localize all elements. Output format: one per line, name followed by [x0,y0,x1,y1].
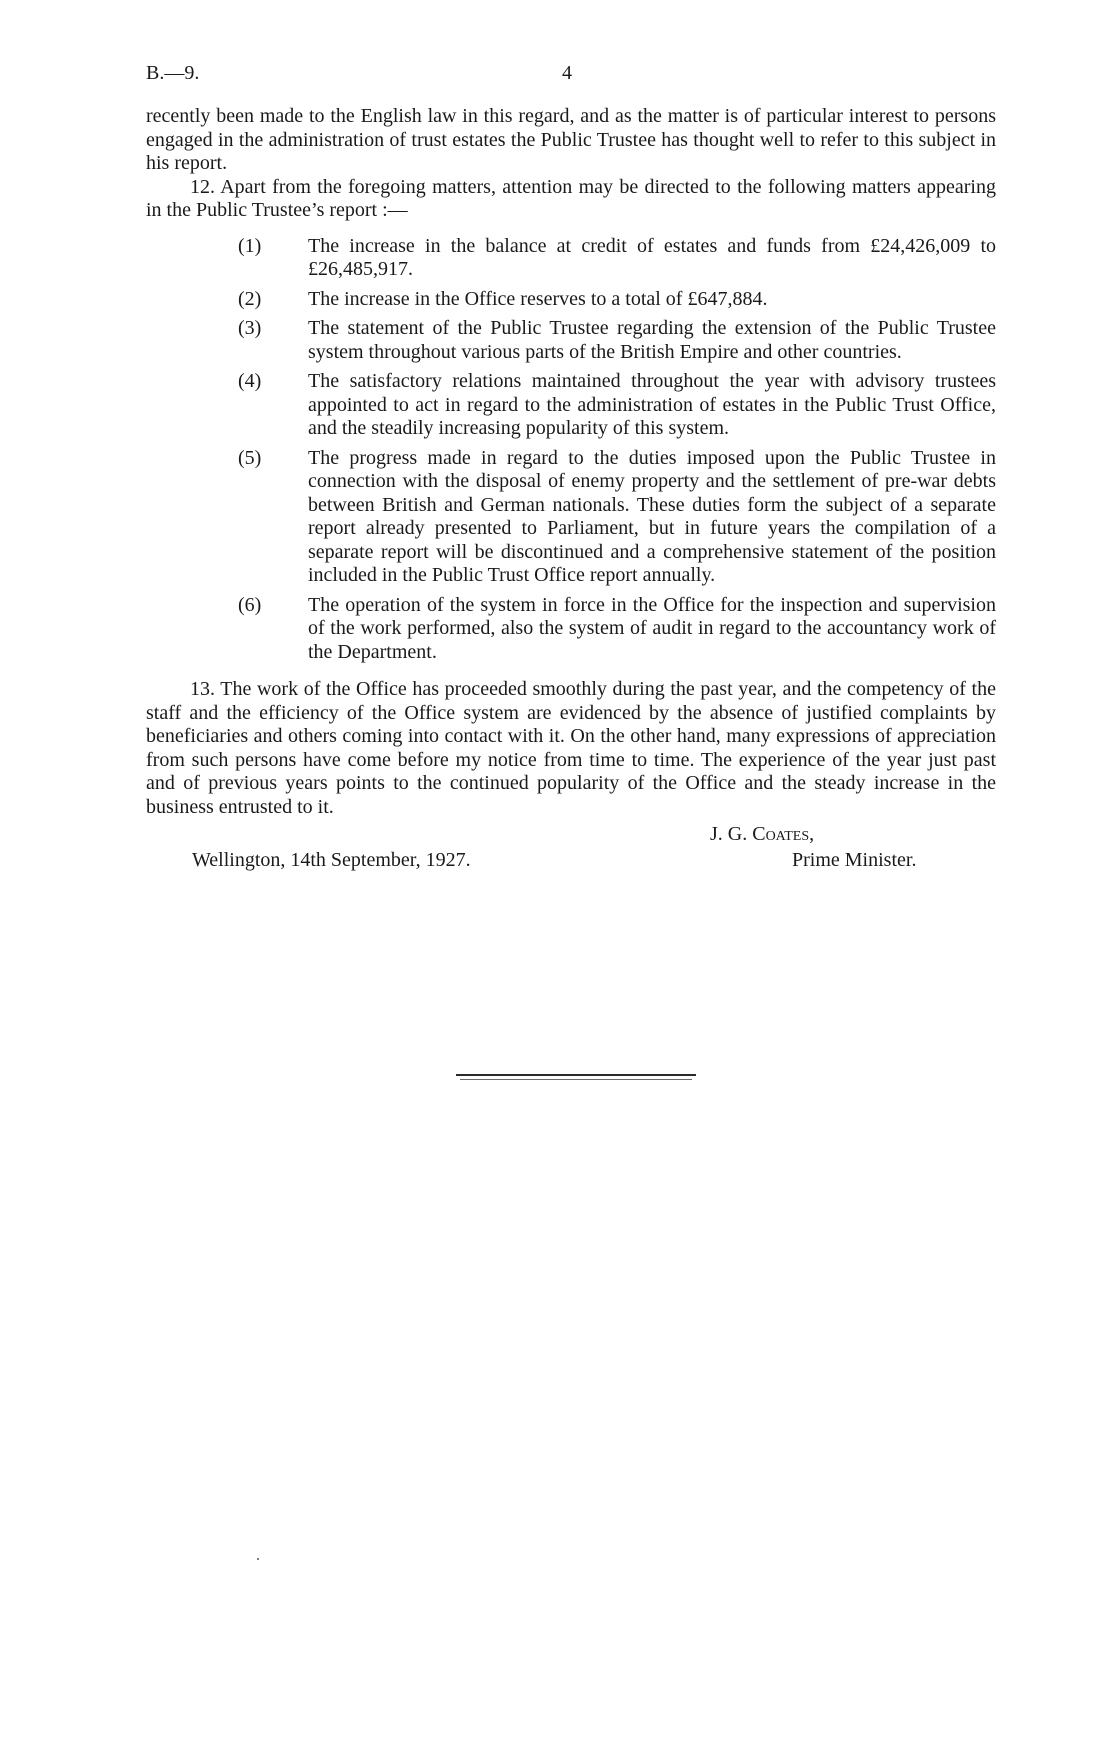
closing-rule-secondary [460,1079,692,1080]
matters-list [146,235,996,665]
list-item-number: (2) [238,287,262,310]
list-item [146,235,996,282]
list-item [146,317,996,364]
page-header [146,62,996,90]
list-item-text: The increase in the balance at credit of estates and funds from £24,426,009 to £26,485,917. [308,234,996,280]
list-item-text: The progress made in regard to the duties imposed upon the Public Trustee in connection with the disposal of enemy property and the settlement of pre-war debts between British and German nationals. These duties form the subject of a separate report already presented to Parliament, but in future years the compilation of a separate report will be discontinued and a comprehensive statement of the position included in the Public Trust Office report annually. [308,446,996,586]
list-item [146,370,996,441]
signatory-surname: Coates, [752,823,815,845]
list-item-text: The satisfactory relations maintained throughout the year with advisory trustees appointed to act in regard to the administration of estates in the Public Trust Office, and the steadily increasing popularity of this system. [308,370,996,439]
list-item-number: (3) [238,317,262,339]
document-body [146,105,996,879]
signatory-title: Prime Minister. [792,849,917,871]
signatory-initials: J. G. [710,823,748,845]
list-item [146,288,996,312]
document-reference: B.—9. [146,62,200,84]
list-item [146,594,996,665]
paragraph-12: 12. Apart from the foregoing matters, attention may be directed to the following matters appearing in the Public Trustee’s report :— [146,175,996,221]
list-item-number: (1) [238,234,262,257]
list-item-text: The statement of the Public Trustee regarding the extension of the Public Trustee system throughout various parts of the British Empire and other countries. [308,317,996,363]
list-item-number: (6) [238,593,262,616]
place-and-date: Wellington, 14th September, 1927. [192,849,471,871]
paragraph-13: 13. The work of the Office has proceeded smoothly during the past year, and the competency of the staff and the efficiency of the Office system are evidenced by the absence of justified complaints by beneficiaries and others coming into contact with it. On the other hand, many expressions of appreciation from such persons have come before my notice from time to time. The experience of the year just past and of previous years points to the continued popularity of the Office and the steady increase in the business entrusted to it. [146,678,996,818]
paragraph-continuation: recently been made to the English law in this regard, and as the matter is of particular interest to persons engaged in the administration of trust estates the Public Trustee has thought well to refer to this subject in his report. [146,105,996,174]
list-item-text: The increase in the Office reserves to a total of £647,884. [308,287,768,310]
list-item-number: (5) [238,446,262,469]
list-item-text: The operation of the system in force in the Office for the inspection and supervision of the work performed, also the system of audit in regard to the accountancy work of the Department. [308,593,996,663]
scan-speck [257,1558,259,1560]
signature-block [146,823,996,879]
list-item [146,447,996,588]
closing-rule [456,1074,696,1076]
page-number: 4 [562,62,572,84]
list-item-number: (4) [238,370,262,392]
signatory-name [710,823,814,847]
